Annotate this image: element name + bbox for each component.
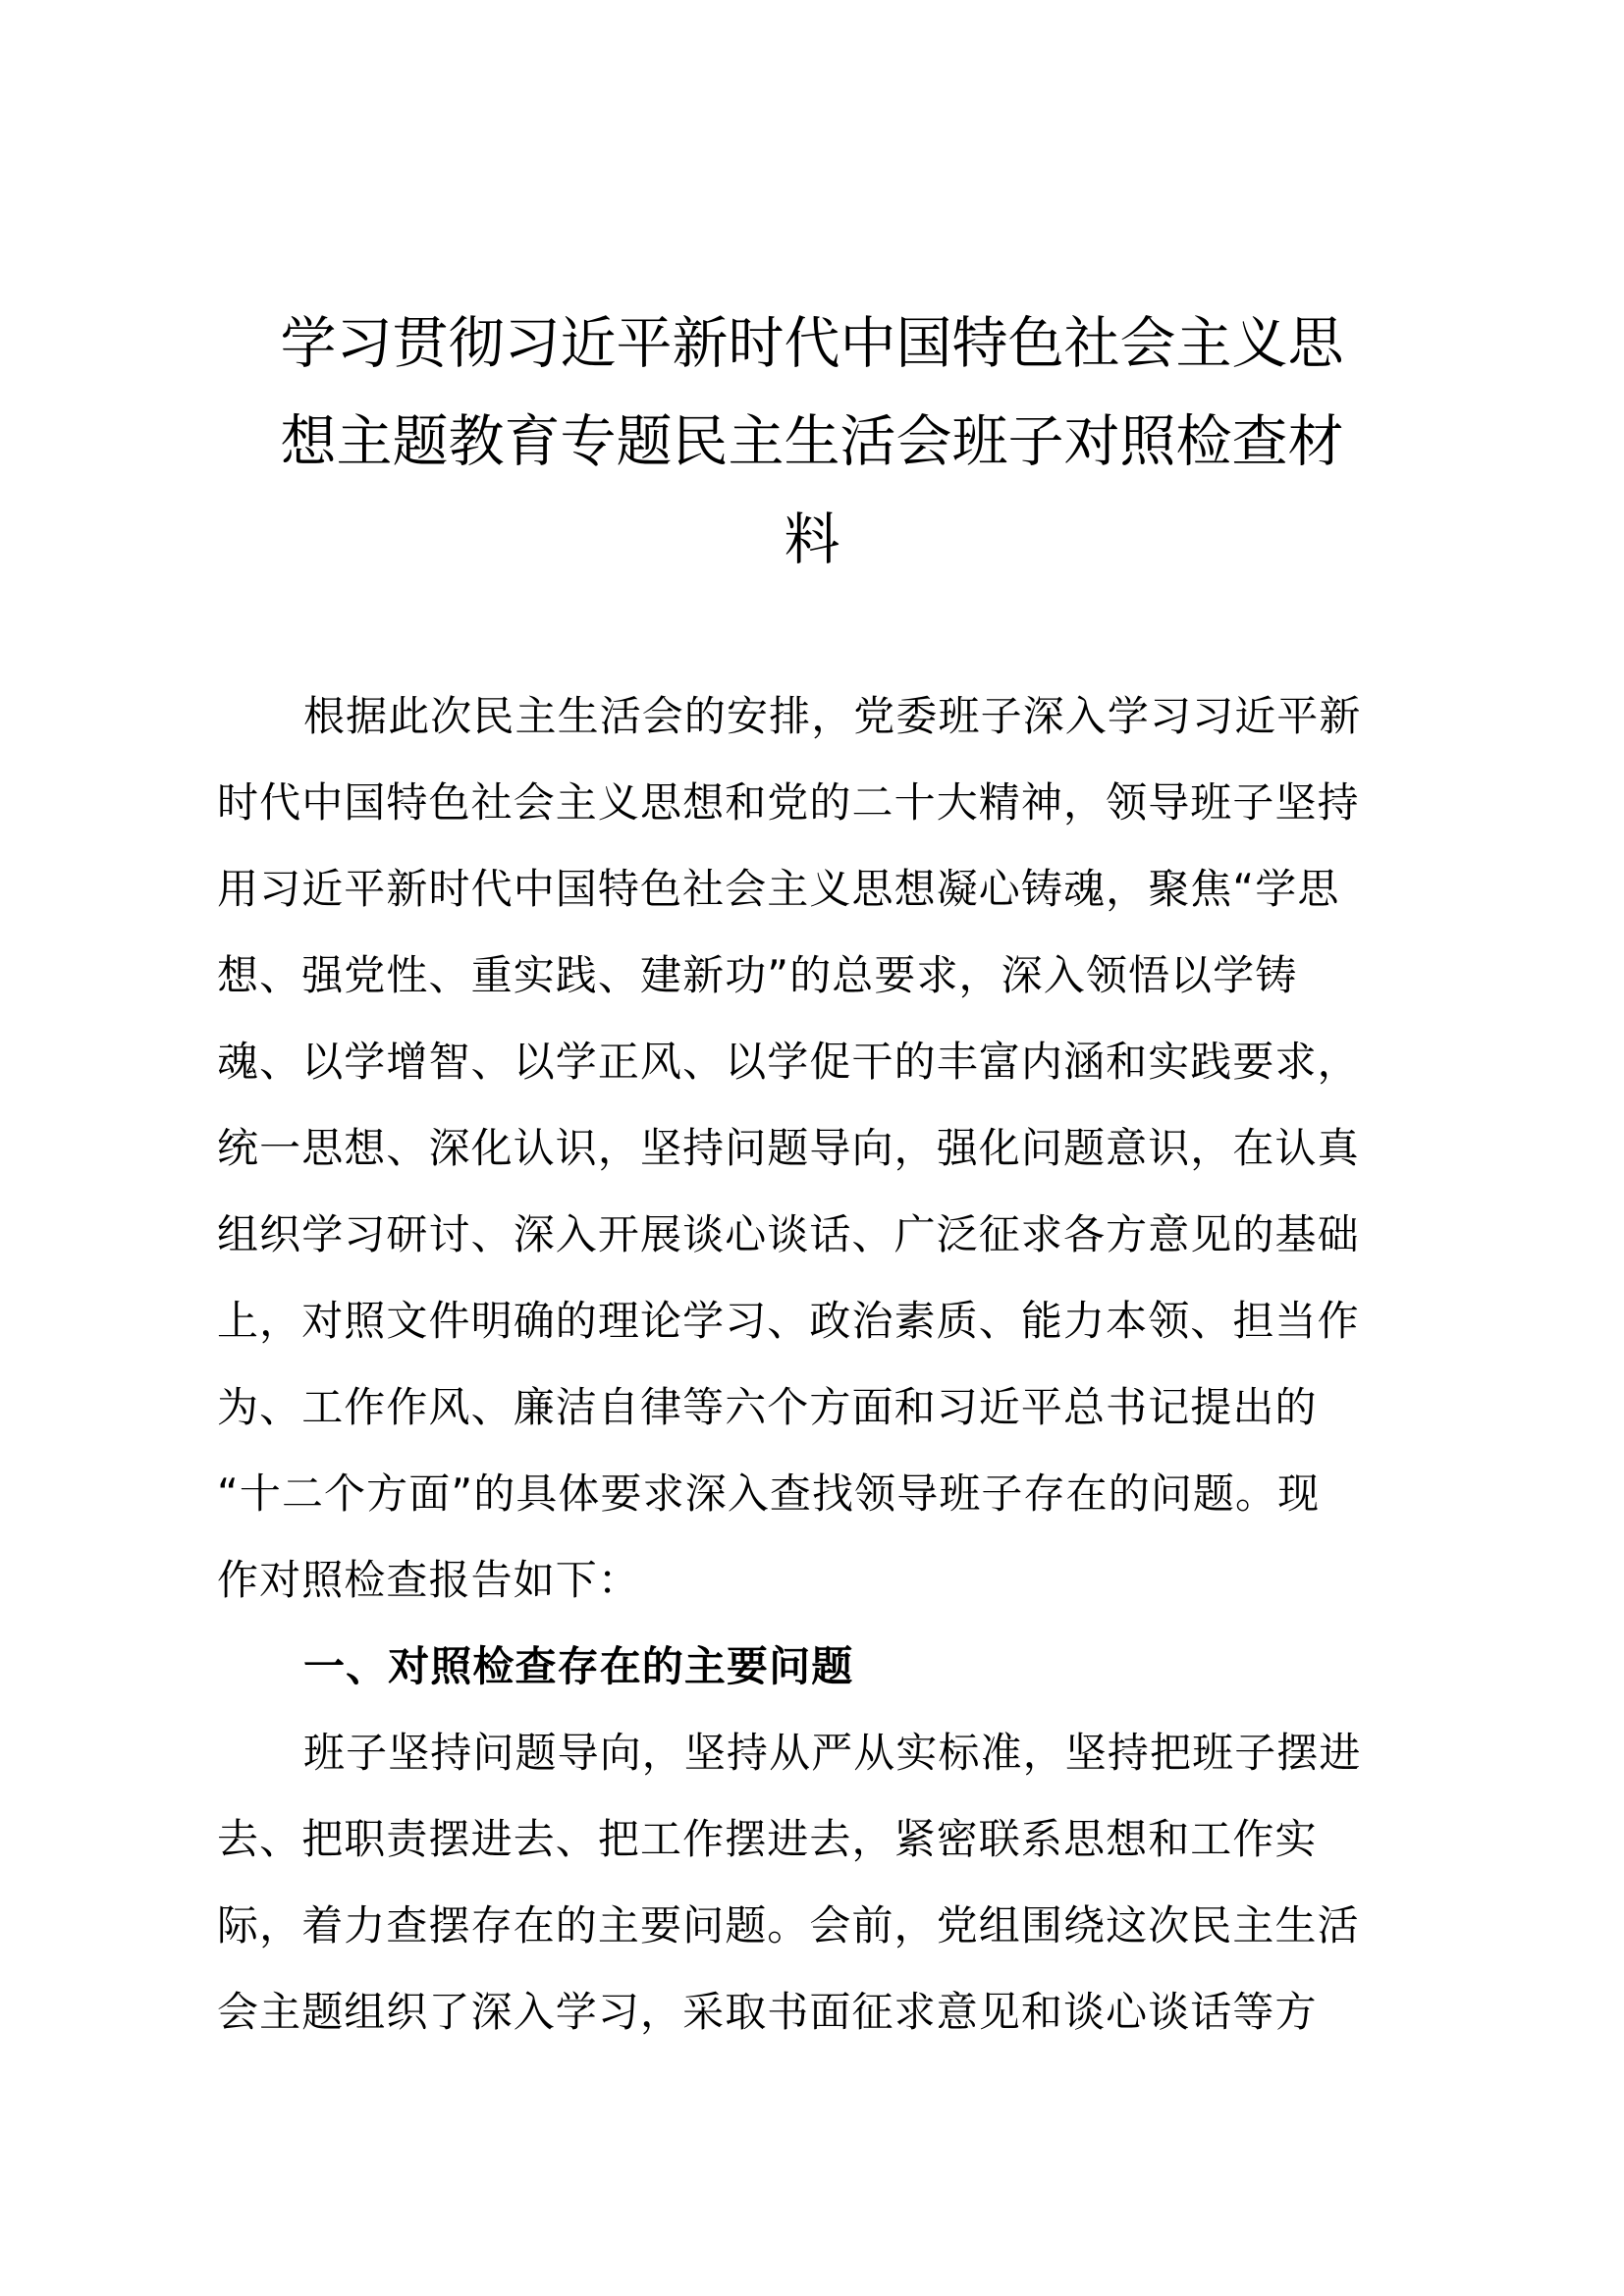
title-line-1: 学习贯彻习近平新时代中国特色社会主义思 bbox=[280, 311, 1344, 376]
title-line-2: 想主题教育专题民主生活会班子对照检查材 bbox=[280, 409, 1344, 474]
paragraph-intro bbox=[217, 673, 1417, 1624]
document-title bbox=[226, 294, 1398, 589]
paragraph-line: “十二个方面”的具体要求深入查找领导班子存在的问题。现 bbox=[217, 1469, 1321, 1518]
paragraph-line: 班子坚持问题导向，坚持从严从实标准，坚持把班子摆进 bbox=[303, 1729, 1362, 1777]
paragraph-line: 上，对照文件明确的理论学习、政治素质、能力本领、担当作 bbox=[217, 1297, 1360, 1345]
paragraph-line: 根据此次民主生活会的安排，党委班子深入学习习近平新 bbox=[303, 692, 1362, 740]
document-body bbox=[217, 673, 1417, 2056]
paragraph-line: 想、强党性、重实践、建新功”的总要求，深入领悟以学铸 bbox=[217, 951, 1298, 999]
paragraph-line: 组织学习研讨、深入开展谈心谈话、广泛征求各方意见的基础 bbox=[217, 1210, 1360, 1258]
paragraph-line: 时代中国特色社会主义思想和党的二十大精神，领导班子坚持 bbox=[217, 778, 1360, 827]
paragraph-line: 统一思想、深化认识，坚持问题导向，强化问题意识，在认真 bbox=[217, 1124, 1360, 1172]
section-heading: 一、对照检查存在的主要问题 bbox=[303, 1642, 854, 1690]
paragraph-line: 为、工作作风、廉洁自律等六个方面和习近平总书记提出的 bbox=[217, 1383, 1318, 1431]
paragraph-line: 去、把职责摆进去、把工作摆进去，紧密联系思想和工作实 bbox=[217, 1815, 1318, 1863]
paragraph-line: 会主题组织了深入学习，采取书面征求意见和谈心谈话等方 bbox=[217, 1988, 1318, 2036]
paragraph-line: 用习近平新时代中国特色社会主义思想凝心铸魂，聚焦“学思 bbox=[217, 865, 1340, 913]
paragraph-line: 作对照检查报告如下： bbox=[217, 1556, 641, 1604]
paragraph-problems bbox=[217, 1710, 1417, 2056]
paragraph-line: 魂、以学增智、以学正风、以学促干的丰富内涵和实践要求， bbox=[217, 1038, 1360, 1086]
paragraph-line: 际，着力查摆存在的主要问题。会前，党组围绕这次民主生活 bbox=[217, 1901, 1360, 1949]
title-line-3: 料 bbox=[784, 507, 840, 572]
